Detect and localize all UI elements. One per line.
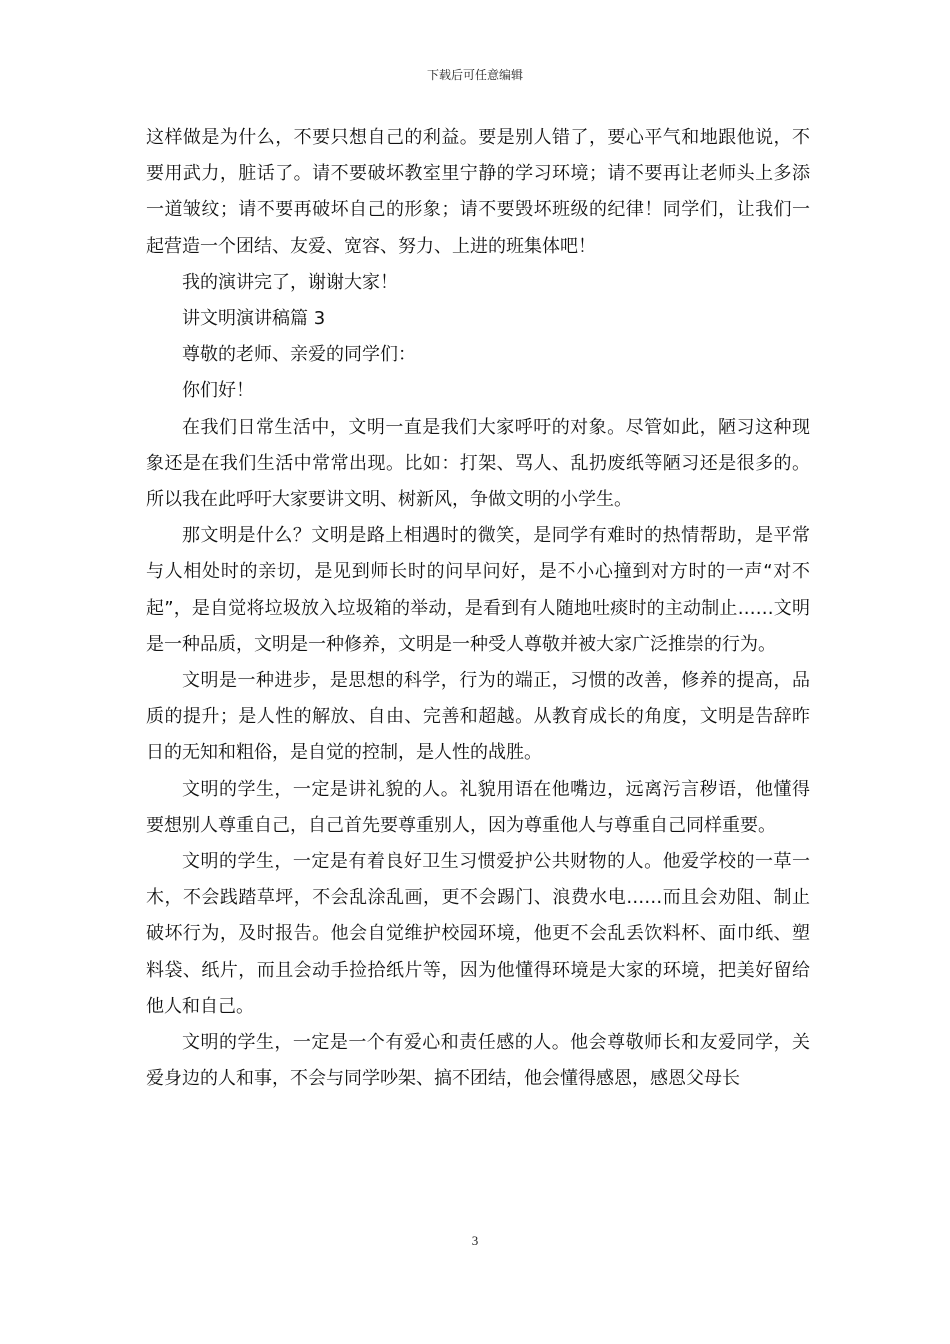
paragraph: 在我们日常生活中，文明一直是我们大家呼吁的对象。尽管如此，陋习这种现象还是在我们生活中常常出现。比如：打架、骂人、乱扔废纸等陋习还是很多的。所以我在此呼吁大家要讲文明、树新风，争做文明的小学生。 xyxy=(146,416,810,511)
paragraph: 那文明是什么？文明是路上相遇时的微笑，是同学有难时的热情帮助，是平常与人相处时的亲切，是见到师长时的问早问好，是不小心撞到对方时的一声“对不起”，是自觉将垃圾放入垃圾箱的举动，是看到有人随地吐痰时的主动制止……文明是一种品质，文明是一种修养，文明是一种受人尊敬并被大家广泛推崇的行为。 xyxy=(146,525,810,655)
section-title: 讲文明演讲稿篇 3 xyxy=(182,308,326,330)
document-body xyxy=(146,120,810,1097)
paragraph: 文明的学生，一定是讲礼貌的人。礼貌用语在他嘴边，远离污言秽语，他懂得要想别人尊重自己，自己首先要尊重别人，因为尊重他人与尊重自己同样重要。 xyxy=(146,778,810,836)
paragraph: 文明的学生，一定是有着良好卫生习惯爱护公共财物的人。他爱学校的一草一木，不会践踏草坪，不会乱涂乱画，更不会踢门、浪费水电……而且会劝阻、制止破坏行为，及时报告。他会自觉维护校园环境，他更不会乱丢饮料杯、面巾纸、塑料袋、纸片，而且会动手捡拾纸片等，因为他懂得环境是大家的环境，把美好留给他人和自己。 xyxy=(146,851,810,1017)
greeting: 你们好！ xyxy=(182,380,254,402)
paragraph: 我的演讲完了，谢谢大家！ xyxy=(182,271,398,293)
salutation: 尊敬的老师、亲爱的同学们： xyxy=(182,344,416,366)
page-number: 3 xyxy=(471,1233,479,1248)
page-header: 下载后可任意编辑 xyxy=(426,68,523,82)
paragraph: 文明的学生，一定是一个有爱心和责任感的人。他会尊敬师长和友爱同学，关爱身边的人和事，不会与同学吵架、搞不团结，他会懂得感恩，感恩父母长 xyxy=(146,1032,810,1090)
paragraph: 文明是一种进步，是思想的科学，行为的端正，习惯的改善，修养的提高，品质的提升；是人性的解放、自由、完善和超越。从教育成长的角度，文明是告辞昨日的无知和粗俗，是自觉的控制，是人性的战胜。 xyxy=(146,670,810,764)
paragraph: 这样做是为什么，不要只想自己的利益。要是别人错了，要心平气和地跟他说，不要用武力，脏话了。请不要破坏教室里宁静的学习环境；请不要再让老师头上多添一道皱纹；请不要再破坏自己的形象；请不要毁坏班级的纪律！同学们，让我们一起营造一个团结、友爱、宽容、努力、上进的班集体吧！ xyxy=(146,127,810,257)
